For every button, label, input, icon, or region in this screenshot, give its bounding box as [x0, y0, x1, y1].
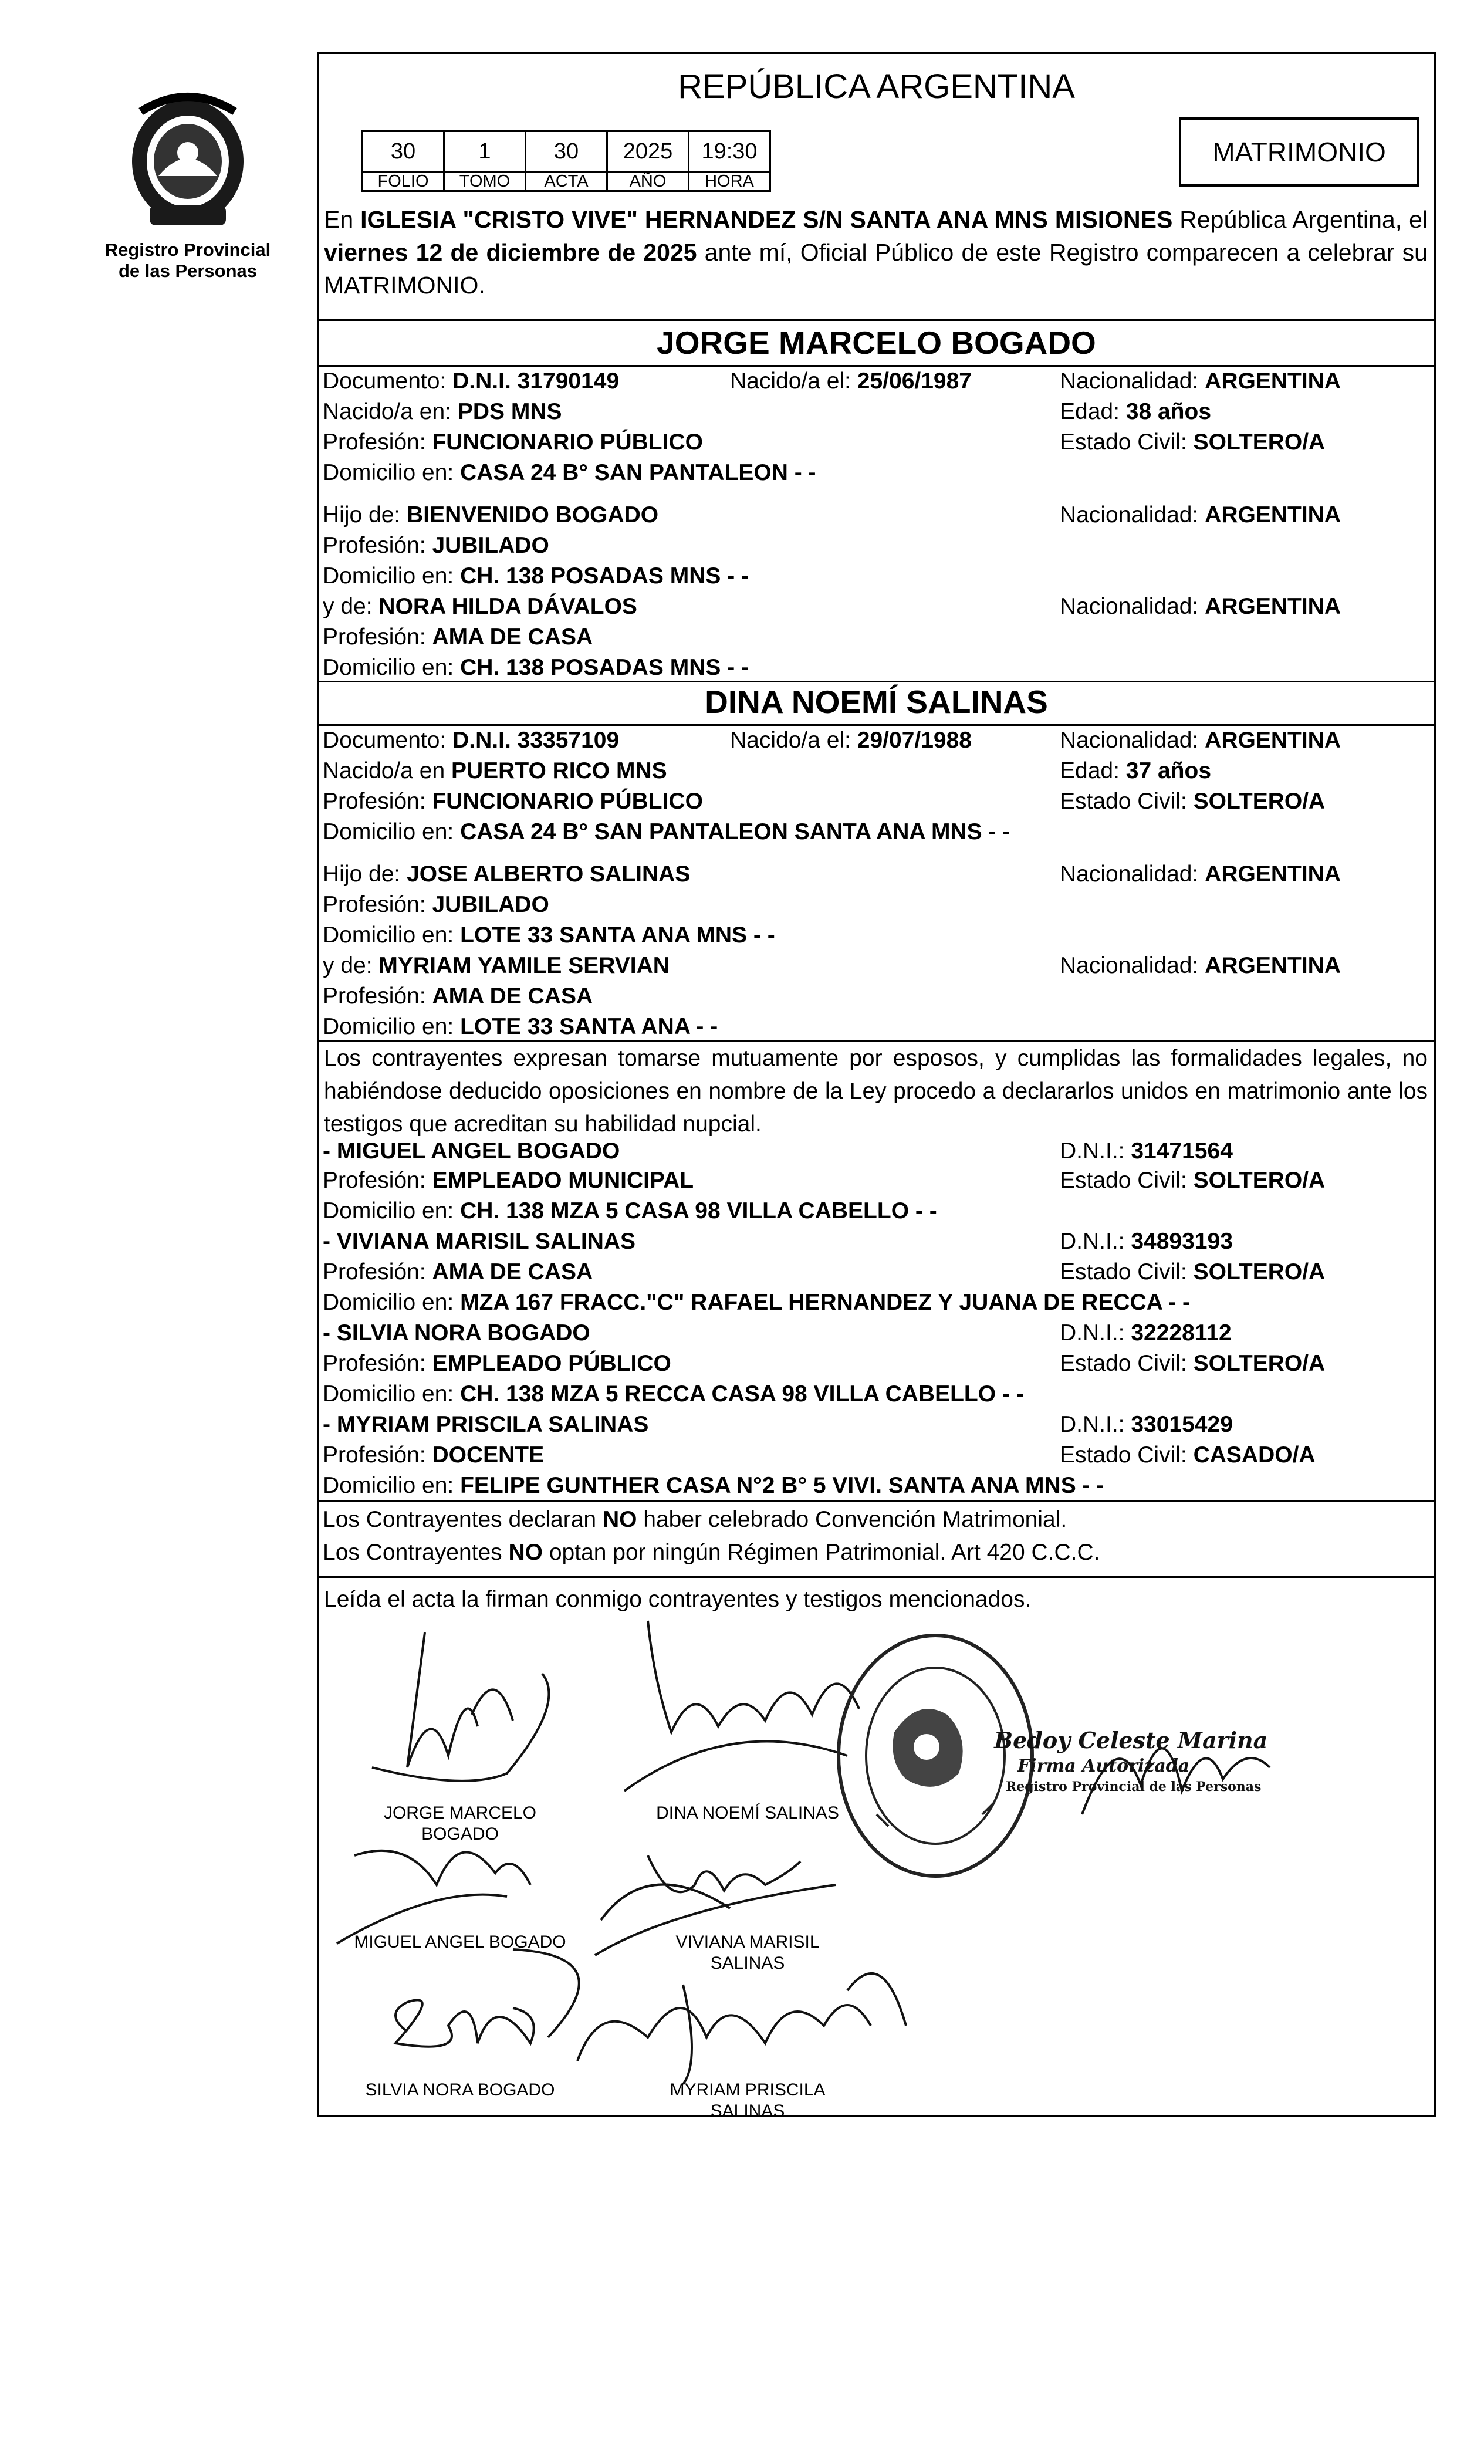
signature-label-witness-4: [624, 2080, 871, 2122]
witness-civil-status: SOLTERO/A: [1193, 1259, 1326, 1285]
signature-name: VIVIANA MARISIL: [675, 1932, 820, 1952]
signature-name-2: SALINAS: [710, 1953, 785, 1973]
dni-label: D.N.I.:: [1060, 1229, 1125, 1254]
folio-label: FOLIO: [361, 171, 445, 192]
dom-label: Domicilio en:: [323, 1381, 454, 1407]
registry-name: [100, 239, 276, 282]
registry-logo: [117, 88, 258, 235]
certificate-frame: [317, 52, 1436, 2121]
spouse-1-profession: FUNCIONARIO PÚBLICO: [432, 430, 703, 455]
mother-label: y de:: [323, 953, 373, 978]
civil-label: Estado Civil:: [1060, 1351, 1187, 1376]
prof-label: Profesión:: [323, 430, 426, 455]
intro-paragraph: [324, 203, 1428, 302]
born-label: Nacido/a el:: [730, 728, 851, 753]
dom-label: Domicilio en:: [323, 922, 454, 948]
civil-label: Estado Civil:: [1060, 430, 1187, 455]
spouse-2-profession: FUNCIONARIO PÚBLICO: [432, 789, 703, 814]
dom-label: Domicilio en:: [323, 460, 454, 485]
signature-label-witness-2: [624, 1932, 871, 1974]
hora-label: HORA: [688, 171, 771, 192]
dni-label: D.N.I.:: [1060, 1412, 1125, 1437]
doc-label: Documento:: [323, 369, 447, 394]
spouse-1-nationality: ARGENTINA: [1205, 369, 1341, 394]
witness-address: MZA 167 FRACC."C" RAFAEL HERNANDEZ Y JUANA DE RECCA - -: [460, 1290, 1191, 1315]
dom-label: Domicilio en:: [323, 1473, 454, 1498]
civil-label: Estado Civil:: [1060, 1442, 1187, 1468]
spouse-2-name: DINA NOEMÍ SALINAS: [705, 684, 1048, 720]
nat-label: Nacionalidad:: [1060, 953, 1199, 978]
spouse-2-civil-status: SOLTERO/A: [1193, 789, 1326, 814]
reading-statement: Leída el acta la firman conmigo contrayentes y testigos mencionados.: [324, 1587, 1032, 1612]
nat-label: Nacionalidad:: [1060, 369, 1199, 394]
dom-label: Domicilio en:: [323, 819, 454, 844]
dom-label: Domicilio en:: [323, 655, 454, 680]
anio-value: 2025: [606, 130, 689, 173]
bornin-label: Nacido/a en:: [323, 399, 451, 424]
nat-label: Nacionalidad:: [1060, 861, 1199, 887]
signature-name: DINA NOEMÍ SALINAS: [656, 1803, 839, 1823]
spouse-2-address: CASA 24 B° SAN PANTALEON SANTA ANA MNS - -: [460, 819, 1010, 844]
dni-label: D.N.I.:: [1060, 1138, 1125, 1164]
dni-label: D.N.I.:: [1060, 1320, 1125, 1346]
registry-name-line2: de las Personas: [118, 261, 258, 281]
bornin-label: Nacido/a en: [323, 758, 445, 783]
regime-text-2: optan por ningún Régimen Patrimonial. Art 420 C.C.C.: [543, 1540, 1100, 1565]
spouse-2-father-nationality: ARGENTINA: [1205, 861, 1341, 887]
ceremony-date: viernes 12 de diciembre de 2025: [324, 239, 697, 266]
signature-name: JORGE MARCELO: [383, 1803, 537, 1823]
prof-label: Profesión:: [323, 892, 426, 917]
declaration-paragraph: Los contrayentes expresan tomarse mutuamente por esposos, y cumplidas las formalidades legales, no habiéndose deducido oposiciones en nombre de la Ley procedo a declararlos unidos en matrimonio ante los testigos que acreditan su habilidad nupcial.: [324, 1046, 1428, 1137]
spouse-2-mother-profession: AMA DE CASA: [432, 983, 593, 1009]
spouse-2-father-address: LOTE 33 SANTA ANA MNS - -: [460, 922, 775, 948]
prof-label: Profesión:: [323, 1442, 426, 1468]
civil-label: Estado Civil:: [1060, 1168, 1187, 1193]
spouse-1-mother-address: CH. 138 POSADAS MNS - -: [460, 655, 749, 680]
spouse-1-name: JORGE MARCELO BOGADO: [657, 325, 1096, 361]
nat-label: Nacionalidad:: [1060, 728, 1199, 753]
officer-organization: Registro Provincial de las Personas: [1006, 1779, 1262, 1794]
spouse-1-father: BIENVENIDO BOGADO: [407, 502, 659, 528]
spouse-1-mother: NORA HILDA DÁVALOS: [378, 594, 637, 619]
anio-label: AÑO: [606, 171, 689, 192]
convention-no: NO: [602, 1507, 637, 1532]
registry-name-line1: Registro Provincial: [104, 239, 271, 260]
spouse-2-birthdate: 29/07/1988: [857, 728, 972, 753]
civil-label: Estado Civil:: [1060, 1259, 1187, 1285]
dom-label: Domicilio en:: [323, 563, 454, 589]
spouse-1-father-profession: JUBILADO: [432, 533, 549, 558]
officer-name: Bedoy Celeste Marina: [994, 1727, 1268, 1753]
civil-label: Estado Civil:: [1060, 789, 1187, 814]
witness-name: - MIGUEL ANGEL BOGADO: [323, 1138, 620, 1164]
prof-label: Profesión:: [323, 983, 426, 1009]
spouse-1-age: 38 años: [1125, 399, 1212, 424]
dom-label: Domicilio en:: [323, 1198, 454, 1223]
witness-civil-status: SOLTERO/A: [1193, 1351, 1326, 1376]
witness-profession: EMPLEADO MUNICIPAL: [432, 1168, 694, 1193]
tomo-label: TOMO: [443, 171, 526, 192]
witness-name: - SILVIA NORA BOGADO: [323, 1320, 590, 1346]
doc-label: Documento:: [323, 728, 447, 753]
officer-role: Firma Autorizada: [1017, 1756, 1190, 1776]
prof-label: Profesión:: [323, 1168, 426, 1193]
spouse-2-mother: MYRIAM YAMILE SERVIAN: [378, 953, 670, 978]
spouse-2-birthplace: PUERTO RICO MNS: [451, 758, 667, 783]
spouse-1-father-address: CH. 138 POSADAS MNS - -: [460, 563, 749, 589]
witness-civil-status: CASADO/A: [1193, 1442, 1316, 1468]
prof-label: Profesión:: [323, 533, 426, 558]
intro-text-1: En: [324, 206, 361, 233]
spouse-2-father: JOSE ALBERTO SALINAS: [407, 861, 691, 887]
witness-address: FELIPE GUNTHER CASA N°2 B° 5 VIVI. SANTA ANA MNS - -: [460, 1473, 1104, 1498]
signature-name-2: BOGADO: [421, 1824, 499, 1844]
born-label: Nacido/a el:: [730, 369, 851, 394]
spouse-2-mother-address: LOTE 33 SANTA ANA - -: [460, 1014, 718, 1039]
spouse-1-birthplace: PDS MNS: [457, 399, 562, 424]
regime-text-1: Los Contrayentes: [323, 1540, 509, 1565]
acta-label: ACTA: [525, 171, 608, 192]
witness-dni: 31471564: [1131, 1138, 1233, 1164]
intro-text-3: ante mí, Oficial Público de este Registro comparecen a celebrar su MATRIMONIO.: [324, 239, 1428, 299]
witness-dni: 33015429: [1131, 1412, 1233, 1437]
act-type-box: MATRIMONIO: [1179, 117, 1419, 187]
witness-address: CH. 138 MZA 5 CASA 98 VILLA CABELLO - -: [460, 1198, 937, 1223]
spouse-1-mother-nationality: ARGENTINA: [1205, 594, 1341, 619]
prof-label: Profesión:: [323, 1259, 426, 1285]
prof-label: Profesión:: [323, 624, 426, 650]
witness-civil-status: SOLTERO/A: [1193, 1168, 1326, 1193]
ceremony-place: IGLESIA "CRISTO VIVE" HERNANDEZ S/N SANTA ANA MNS MISIONES: [360, 206, 1173, 233]
signature-label-spouse-1: [372, 1803, 548, 1845]
dom-label: Domicilio en:: [323, 1014, 454, 1039]
witness-profession: EMPLEADO PÚBLICO: [432, 1351, 671, 1376]
witness-profession: AMA DE CASA: [432, 1259, 593, 1285]
officer-signature-icon: [1070, 1697, 1293, 1838]
country-title: REPÚBLICA ARGENTINA: [678, 67, 1075, 106]
spouse-1-civil-status: SOLTERO/A: [1193, 430, 1326, 455]
convention-text-1: Los Contrayentes declaran: [323, 1507, 603, 1532]
signature-name: MYRIAM PRISCILA: [670, 2080, 826, 2100]
folio-value: 30: [361, 130, 445, 173]
spouse-2-dni: D.N.I. 33357109: [452, 728, 620, 753]
nat-label: Nacionalidad:: [1060, 502, 1199, 528]
prof-label: Profesión:: [323, 1351, 426, 1376]
hora-value: 19:30: [688, 130, 771, 173]
tomo-value: 1: [443, 130, 526, 173]
convention-statement: [323, 1506, 1067, 1534]
signature-name: MIGUEL ANGEL BOGADO: [354, 1932, 566, 1952]
witness-name: - VIVIANA MARISIL SALINAS: [323, 1229, 636, 1254]
signature-label-witness-1: [331, 1932, 589, 1953]
witness-name: - MYRIAM PRISCILA SALINAS: [323, 1412, 649, 1437]
spouse-2-father-profession: JUBILADO: [432, 892, 549, 917]
father-label: Hijo de:: [323, 861, 401, 887]
witness-dni: 34893193: [1131, 1229, 1233, 1254]
signatures-area: [319, 1580, 1434, 2120]
spouse-1-address: CASA 24 B° SAN PANTALEON - -: [460, 460, 816, 485]
mother-label: y de:: [323, 594, 373, 619]
witness-dni: 32228112: [1131, 1320, 1232, 1346]
misiones-seal-icon: [117, 88, 258, 235]
signature-label-witness-3: [331, 2080, 589, 2101]
nat-label: Nacionalidad:: [1060, 594, 1199, 619]
age-label: Edad:: [1060, 758, 1120, 783]
spouse-2-age: 37 años: [1125, 758, 1212, 783]
father-label: Hijo de:: [323, 502, 401, 528]
acta-value: 30: [525, 130, 608, 173]
signature-name-2: SALINAS: [710, 2101, 785, 2121]
regime-statement: [323, 1539, 1100, 1567]
spouse-1-dni: D.N.I. 31790149: [452, 369, 620, 394]
prof-label: Profesión:: [323, 789, 426, 814]
witness-address: CH. 138 MZA 5 RECCA CASA 98 VILLA CABELLO - -: [460, 1381, 1024, 1407]
dom-label: Domicilio en:: [323, 1290, 454, 1315]
spouse-1-mother-profession: AMA DE CASA: [432, 624, 593, 650]
signature-name: SILVIA NORA BOGADO: [365, 2080, 555, 2100]
intro-text-2: República Argentina, el: [1172, 206, 1428, 233]
age-label: Edad:: [1060, 399, 1120, 424]
spouse-1-birthdate: 25/06/1987: [857, 369, 972, 394]
convention-text-2: haber celebrado Convención Matrimonial.: [637, 1507, 1067, 1532]
witness-profession: DOCENTE: [432, 1442, 545, 1468]
spouse-2-nationality: ARGENTINA: [1205, 728, 1341, 753]
regime-no: NO: [508, 1540, 543, 1565]
spouse-2-mother-nationality: ARGENTINA: [1205, 953, 1341, 978]
spouse-1-father-nationality: ARGENTINA: [1205, 502, 1341, 528]
